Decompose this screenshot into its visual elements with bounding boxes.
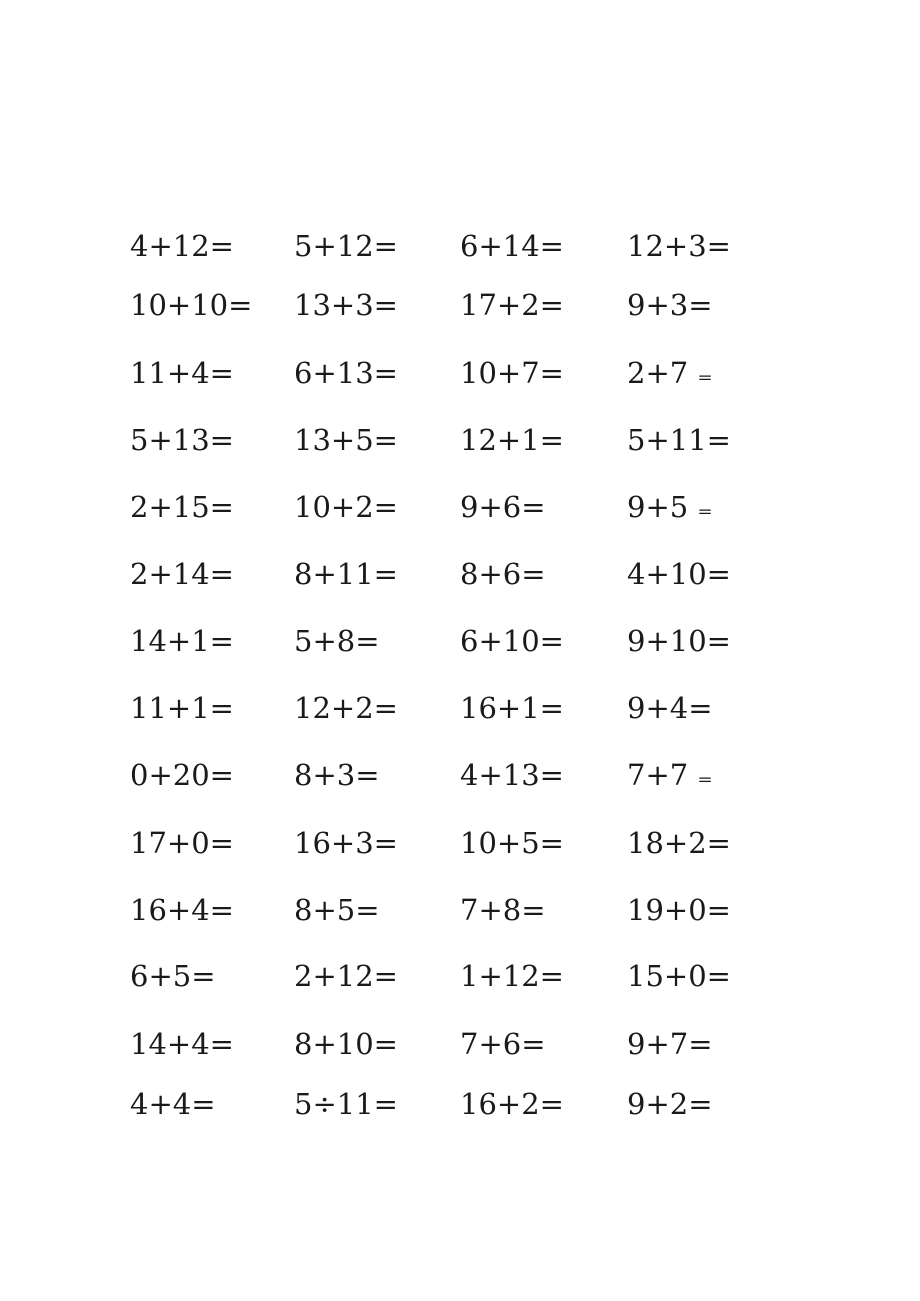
problem: 4+12= xyxy=(130,229,234,263)
problem: 10+5= xyxy=(460,826,564,860)
problem: 12+1= xyxy=(460,423,564,457)
problem: 6+14= xyxy=(460,229,564,263)
problem: 14+4= xyxy=(130,1027,234,1061)
problem: 5+8= xyxy=(294,624,380,658)
problem: 10+7= xyxy=(460,356,564,390)
problem: 2+7 ₌ xyxy=(627,356,713,390)
problem: 2+14= xyxy=(130,557,234,591)
problem: 6+10= xyxy=(460,624,564,658)
problem: 11+4= xyxy=(130,356,234,390)
problem: 9+10= xyxy=(627,624,731,658)
problem-row xyxy=(0,755,920,795)
problem: 4+10= xyxy=(627,557,731,591)
problem: 5÷11= xyxy=(294,1087,398,1121)
problem: 9+3= xyxy=(627,288,713,322)
problem: 16+4= xyxy=(130,893,234,927)
problem: 9+7= xyxy=(627,1027,713,1061)
problem: 5+13= xyxy=(130,423,234,457)
problem-row xyxy=(0,1024,920,1064)
problem: 8+3= xyxy=(294,758,380,792)
problem-row xyxy=(0,956,920,996)
problem: 4+4= xyxy=(130,1087,216,1121)
problem-row xyxy=(0,353,920,393)
problem: 5+11= xyxy=(627,423,731,457)
problem: 2+15= xyxy=(130,490,234,524)
problem-row xyxy=(0,1084,920,1124)
problem: 9+5 ₌ xyxy=(627,490,713,524)
problem: 10+10= xyxy=(130,288,253,322)
problem: 8+11= xyxy=(294,557,398,591)
problem: 7+7 ₌ xyxy=(627,758,713,792)
problem-row xyxy=(0,420,920,460)
problem-row xyxy=(0,823,920,863)
problem: 13+3= xyxy=(294,288,398,322)
problem: 15+0= xyxy=(627,959,731,993)
problem: 16+3= xyxy=(294,826,398,860)
problem: 1+12= xyxy=(460,959,564,993)
problem-row xyxy=(0,688,920,728)
problem-row xyxy=(0,487,920,527)
problem: 18+2= xyxy=(627,826,731,860)
problem: 11+1= xyxy=(130,691,234,725)
problem: 12+3= xyxy=(627,229,731,263)
problem-row xyxy=(0,554,920,594)
problem: 9+6= xyxy=(460,490,546,524)
problem: 17+0= xyxy=(130,826,234,860)
problem-row xyxy=(0,226,920,266)
problem: 6+13= xyxy=(294,356,398,390)
problem: 7+8= xyxy=(460,893,546,927)
problem: 12+2= xyxy=(294,691,398,725)
problem: 6+5= xyxy=(130,959,216,993)
problem: 8+10= xyxy=(294,1027,398,1061)
problem-row xyxy=(0,285,920,325)
problem: 8+5= xyxy=(294,893,380,927)
problem: 13+5= xyxy=(294,423,398,457)
problem-row xyxy=(0,890,920,930)
problem: 4+13= xyxy=(460,758,564,792)
problem: 16+2= xyxy=(460,1087,564,1121)
problem: 17+2= xyxy=(460,288,564,322)
problem: 9+2= xyxy=(627,1087,713,1121)
problem: 19+0= xyxy=(627,893,731,927)
problem-row xyxy=(0,621,920,661)
problem: 0+20= xyxy=(130,758,234,792)
problem: 8+6= xyxy=(460,557,546,591)
problem: 16+1= xyxy=(460,691,564,725)
problem: 2+12= xyxy=(294,959,398,993)
problem: 5+12= xyxy=(294,229,398,263)
problem: 7+6= xyxy=(460,1027,546,1061)
problem: 14+1= xyxy=(130,624,234,658)
problem: 10+2= xyxy=(294,490,398,524)
problem: 9+4= xyxy=(627,691,713,725)
